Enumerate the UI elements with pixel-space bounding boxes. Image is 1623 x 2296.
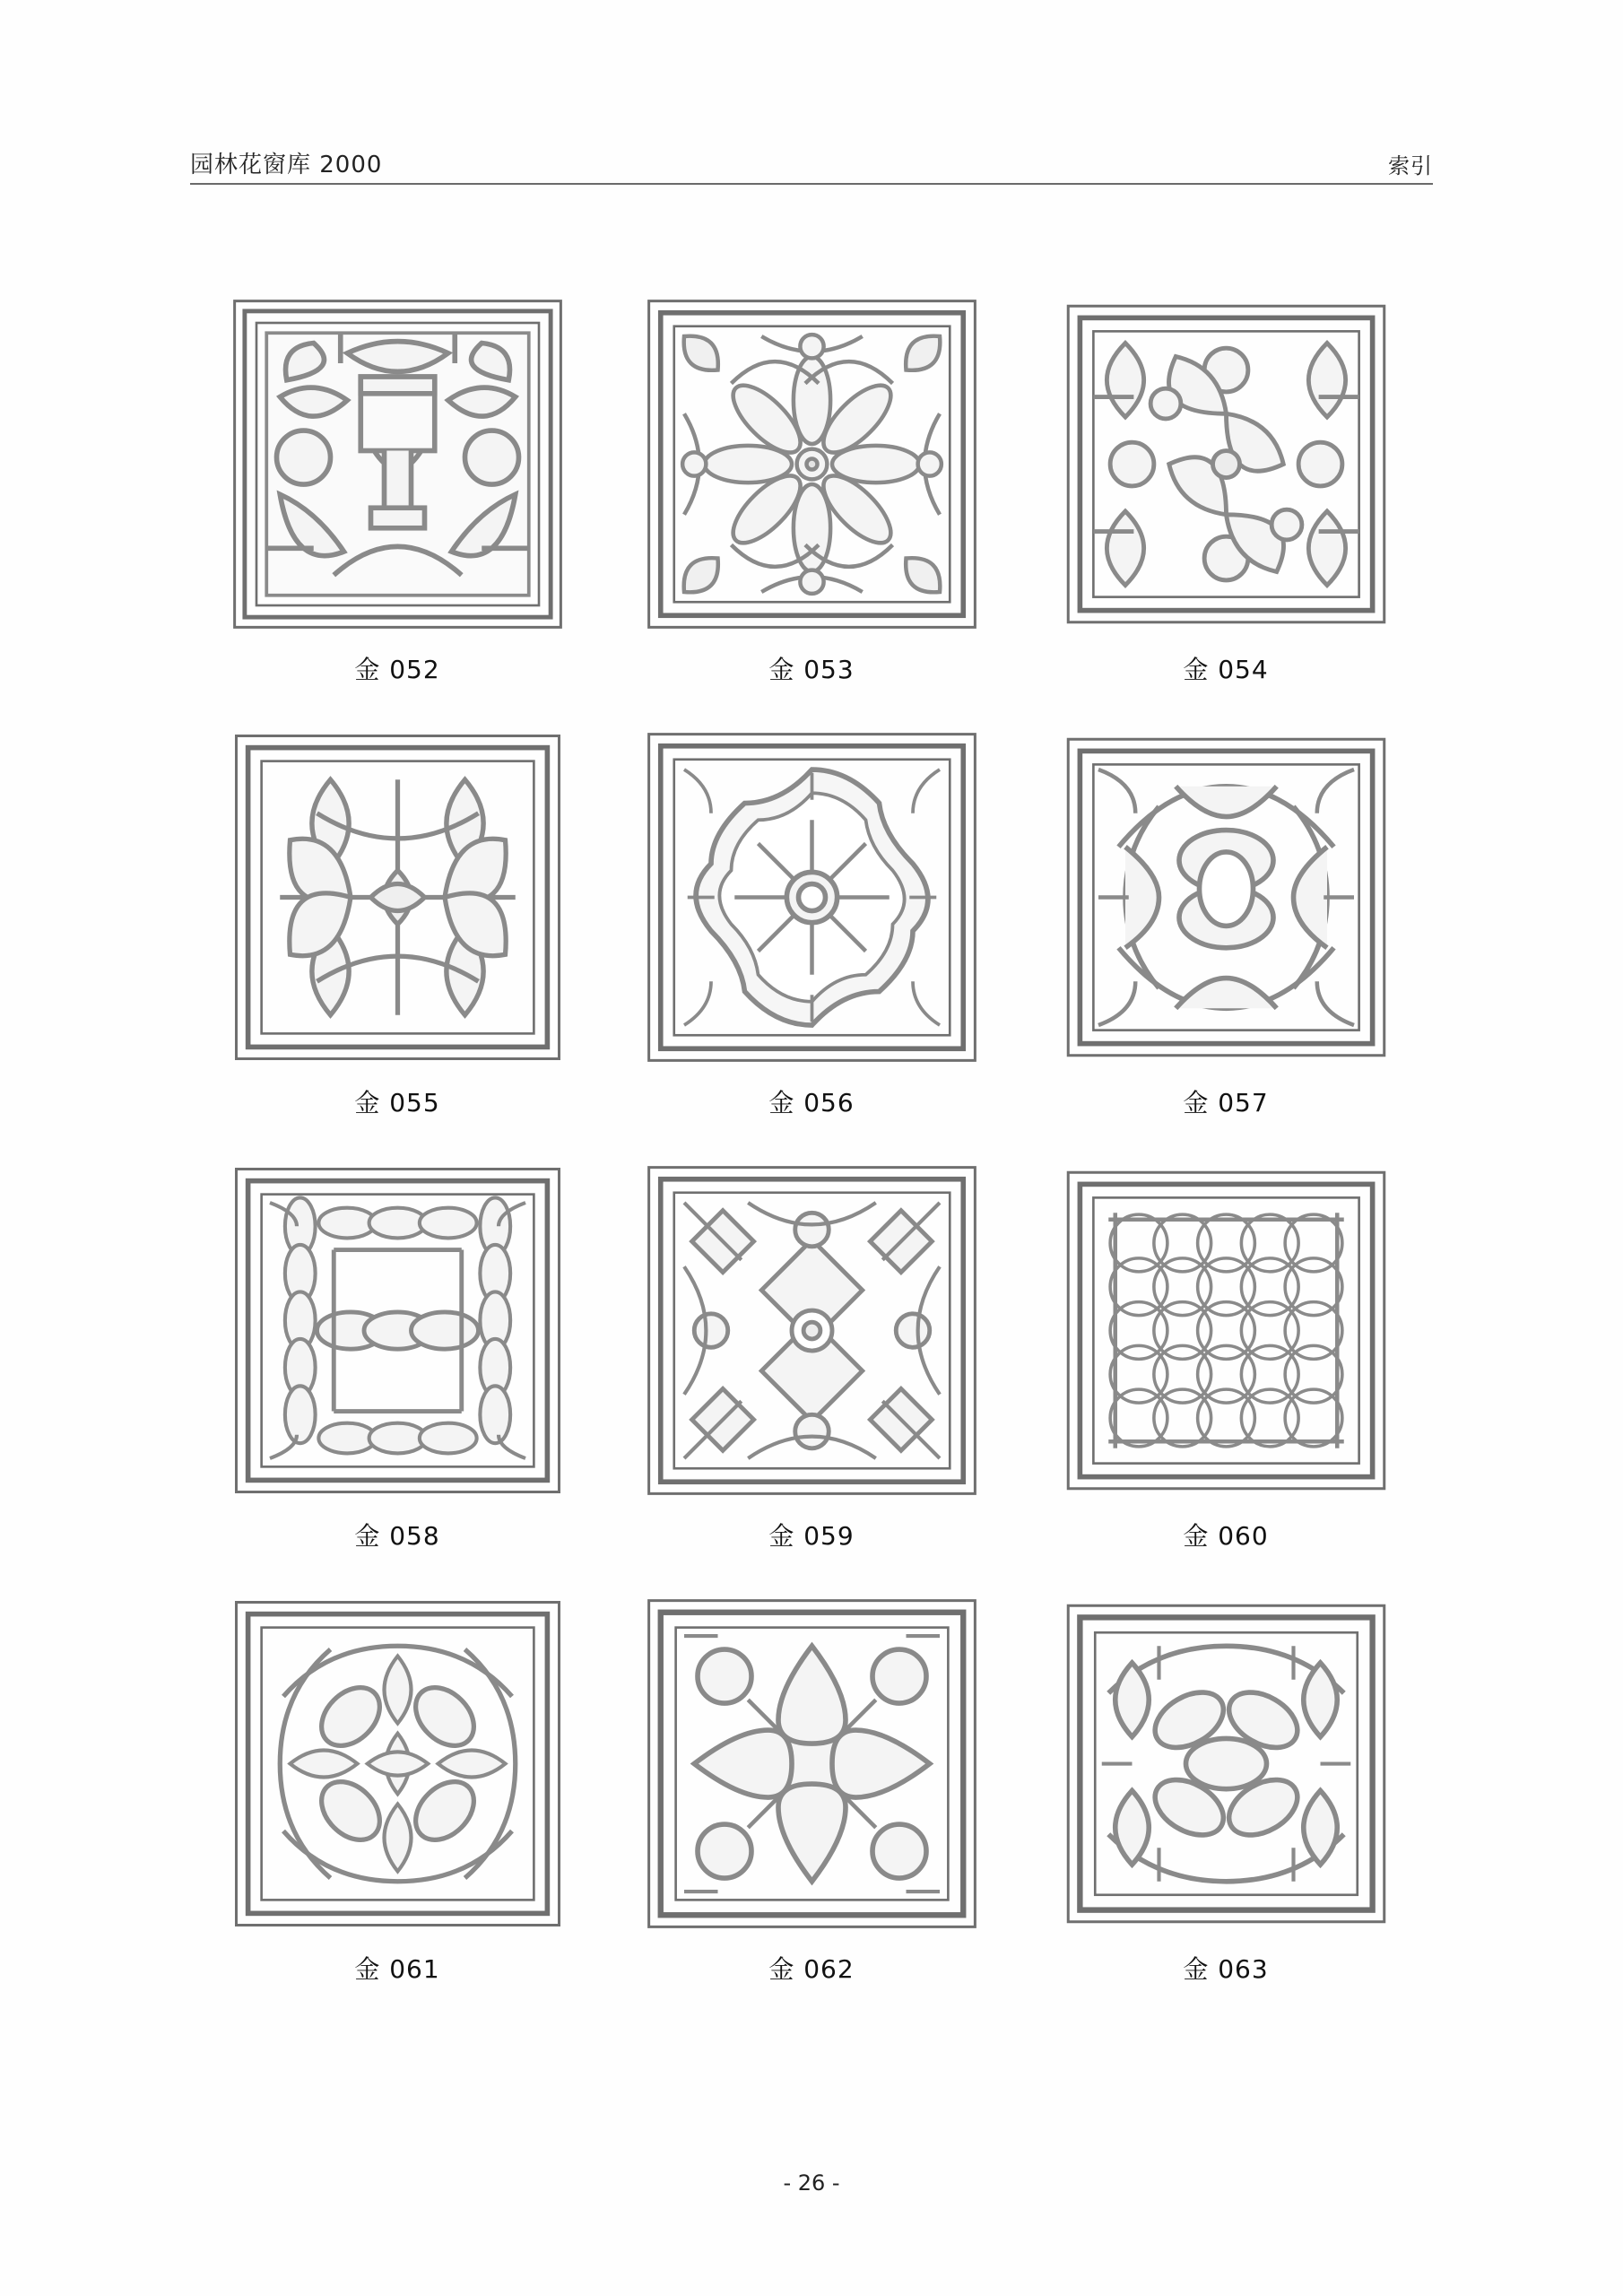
plate-caption: 金 062 bbox=[768, 1954, 855, 1984]
page-number: - 26 - bbox=[783, 2170, 840, 2196]
lattice-figure-jin-058 bbox=[230, 1162, 566, 1499]
plate-cell[interactable] bbox=[190, 729, 604, 1162]
plate-caption: 金 061 bbox=[354, 1954, 440, 1984]
plate-cell[interactable] bbox=[1019, 729, 1433, 1162]
plate-caption: 金 058 bbox=[354, 1521, 440, 1551]
plate-cell[interactable] bbox=[1019, 296, 1433, 729]
plate-cell[interactable] bbox=[604, 1162, 1019, 1596]
page-footer bbox=[0, 2170, 1623, 2196]
plate-caption: 金 054 bbox=[1183, 655, 1269, 684]
lattice-figure-jin-063 bbox=[1058, 1596, 1394, 1932]
plate-caption: 金 056 bbox=[768, 1088, 855, 1118]
lattice-figure-jin-053 bbox=[644, 296, 980, 632]
lattice-figure-jin-056 bbox=[644, 729, 980, 1065]
lattice-figure-jin-060 bbox=[1058, 1162, 1394, 1499]
lattice-figure-jin-057 bbox=[1058, 729, 1394, 1065]
plate-caption: 金 057 bbox=[1183, 1088, 1269, 1118]
plate-cell[interactable] bbox=[190, 296, 604, 729]
plate-cell[interactable] bbox=[604, 1596, 1019, 2029]
plate-cell[interactable] bbox=[1019, 1596, 1433, 2029]
lattice-figure-jin-062 bbox=[644, 1596, 980, 1932]
plate-caption: 金 063 bbox=[1183, 1954, 1269, 1984]
page-header bbox=[190, 144, 1433, 185]
plate-caption: 金 055 bbox=[354, 1088, 440, 1118]
lattice-figure-jin-052 bbox=[230, 296, 566, 632]
header-section: 索引 bbox=[1388, 153, 1433, 178]
plate-caption: 金 060 bbox=[1183, 1521, 1269, 1551]
header-title: 园林花窗库 2000 bbox=[190, 152, 383, 178]
plate-cell[interactable] bbox=[604, 729, 1019, 1162]
plate-caption: 金 053 bbox=[768, 655, 855, 684]
plate-caption: 金 059 bbox=[768, 1521, 855, 1551]
plate-caption: 金 052 bbox=[354, 655, 440, 684]
plate-cell[interactable] bbox=[190, 1162, 604, 1596]
lattice-figure-jin-061 bbox=[230, 1596, 566, 1932]
plate-grid bbox=[190, 296, 1433, 2029]
lattice-figure-jin-059 bbox=[644, 1162, 980, 1499]
plate-cell[interactable] bbox=[1019, 1162, 1433, 1596]
lattice-figure-jin-055 bbox=[230, 729, 566, 1065]
plate-cell[interactable] bbox=[190, 1596, 604, 2029]
lattice-figure-jin-054 bbox=[1058, 296, 1394, 632]
plate-cell[interactable] bbox=[604, 296, 1019, 729]
